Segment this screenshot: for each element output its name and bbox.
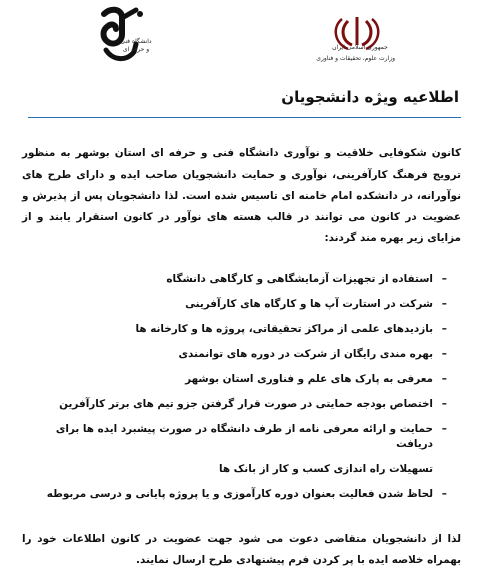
university-logo-icon xyxy=(96,4,156,68)
ministry-caption-line1: جمهوری اسلامی ایران xyxy=(332,44,388,51)
list-item xyxy=(22,372,447,387)
bullet-dash-icon: – xyxy=(441,398,447,410)
benefit-text-continued: تسهیلات راه اندازی کسب و کار از بانک ها xyxy=(218,463,433,475)
list-item xyxy=(22,422,447,477)
bullet-dash-icon: – xyxy=(441,298,447,310)
benefit-text: اختصاص بودجه حمایتی در صورت قرار گرفتن جزو تیم های برتر کارآفرین xyxy=(59,398,433,410)
bullet-dash-icon: – xyxy=(441,348,447,360)
benefit-text: استفاده از تجهیزات آزمایشگاهی و کارگاهی دانشگاه xyxy=(166,273,433,285)
intro-paragraph: کانون شکوفایی خلاقیت و نوآوری دانشگاه فنی و حرفه ای استان بوشهر به منظور ترویج فرهنگ کارآفرینی، نوآوری و حمایت دانشجویان صاحب ایده و دارای طرح های نوآورانه، در دانشکده امام خامنه ای تاسیس شده است. لذا دانشجویان پس از پذیرش و عضویت در کانون می توانند در قالب هسته های نوآور در کانون استقرار یابند و از مزایای زیر بهره مند گردند: xyxy=(22,147,461,245)
title-divider xyxy=(28,117,461,118)
list-item xyxy=(22,272,447,287)
benefit-text: حمایت و ارائه معرفی نامه از طرف دانشگاه در صورت پیشبرد ایده ها برای دریافت xyxy=(55,423,433,450)
benefit-text: بازدیدهای علمی از مراکز تحقیقاتی، پروژه ها و کارخانه ها xyxy=(135,323,433,335)
list-item xyxy=(22,322,447,337)
bullet-dash-icon: – xyxy=(441,373,447,385)
ministry-caption-line2: وزارت علوم، تحقیقات و فناوری xyxy=(316,55,395,62)
bullet-dash-icon: – xyxy=(441,423,447,435)
announcement-title: اطلاعیه ویژه دانشجویان xyxy=(281,88,459,106)
bullet-dash-icon: – xyxy=(441,273,447,285)
iran-emblem-icon xyxy=(326,4,388,62)
list-item xyxy=(22,347,447,362)
bullet-dash-icon: – xyxy=(441,488,447,500)
benefits-list xyxy=(22,272,447,512)
closing-paragraph: لذا از دانشجویان متقاضی دعوت می شود جهت عضویت در کانون اطلاعات خود را بهمراه خلاصه ایده با پر کردن فرم پیشنهادی طرح ارسال نمایند. xyxy=(22,533,461,567)
bullet-dash-icon: – xyxy=(441,323,447,335)
list-item xyxy=(22,397,447,412)
list-item xyxy=(22,487,447,502)
benefit-text: بهره مندی رایگان از شرکت در دوره های توانمندی xyxy=(178,348,433,360)
benefit-text: معرفی به پارک های علم و فناوری استان بوشهر xyxy=(185,373,433,385)
list-item xyxy=(22,297,447,312)
benefit-text: لحاظ شدن فعالیت بعنوان دوره کارآموزی و یا پروژه پایانی و درسی مربوطه xyxy=(46,488,433,500)
university-caption: دانشگاه فنی و حرفه ای xyxy=(120,38,152,53)
benefit-text: شرکت در استارت آپ ها و کارگاه های کارآفرینی xyxy=(185,298,433,310)
